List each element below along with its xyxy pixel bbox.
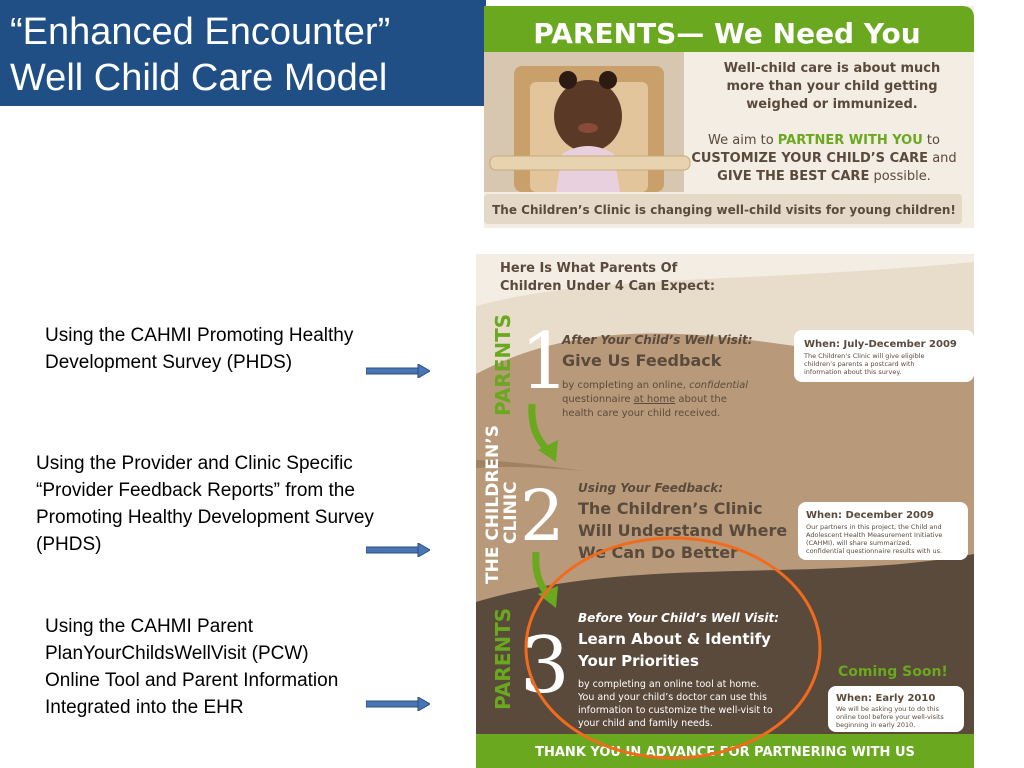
bullet-line: Using the Provider and Clinic Specific: [36, 453, 353, 474]
bullet-line: Using the CAHMI Promoting Healthy: [45, 325, 354, 346]
flyer-steps: [476, 254, 974, 768]
step2-when-line: (CAHMI), will share summarized,: [806, 539, 912, 547]
arrow-right-icon: [366, 364, 430, 378]
bullet-line: Using the CAHMI Parent: [45, 616, 254, 637]
slide-title-line-2: Well Child Care Model: [10, 57, 388, 99]
step1-title: Give Us Feedback: [562, 351, 722, 370]
step2-title-line: We Can Do Better: [578, 543, 738, 562]
step3-when-line: We will be asking you to do this: [836, 705, 939, 713]
bullet-provider-feedback: [36, 450, 374, 558]
step1-when-line: information about this survey.: [804, 368, 902, 376]
bullet-line: “Provider Feedback Reports” from the: [36, 480, 355, 501]
steps-intro-line: Here Is What Parents Of: [500, 261, 678, 276]
step2-when-line: confidential questionnaire results with us.: [806, 547, 943, 555]
step3-title-line: Your Priorities: [578, 652, 699, 670]
step1-subtitle: After Your Child’s Well Visit:: [562, 333, 753, 347]
step3-body-line: information to customize the well-visit to: [578, 705, 773, 716]
bullet-pcw: [45, 613, 338, 721]
slide-title-box: [0, 0, 486, 106]
bullet-line: Development Survey (PHDS): [45, 352, 293, 373]
bullet-phds: [45, 322, 353, 376]
flyer-top-footer: The Children’s Clinic is changing well-child visits for young children!: [492, 203, 956, 217]
bullet-line: Promoting Healthy Development Survey: [36, 507, 374, 528]
flyer-header: PARENTS— We Need You: [533, 17, 921, 50]
step3-number: 3: [520, 621, 570, 711]
step3-when: When: Early 2010: [836, 693, 936, 704]
step1-when-line: children’s parents a postcard with: [804, 360, 915, 368]
step3-body-line: your child and family needs.: [578, 718, 713, 729]
bullet-line: Integrated into the EHR: [45, 697, 244, 718]
step2-when-line: Adolescent Health Measurement Initiative: [806, 531, 943, 539]
flyer-para1-line: more than your child getting: [726, 79, 938, 94]
step3-when-line: beginning in early 2010.: [836, 721, 916, 729]
side-label-parents-2: PARENTS: [491, 607, 515, 710]
step3-body-line: by completing an online tool at home.: [578, 679, 760, 690]
step3-body-line: You and your child’s doctor can use this: [578, 692, 767, 703]
bullet-line: PlanYourChildsWellVisit (PCW): [45, 643, 309, 664]
flyer-para1-line: weighed or immunized.: [746, 97, 918, 112]
step1-body-line: health care your child received.: [562, 408, 721, 419]
side-label-clinic-line: THE CHILDREN’S: [483, 425, 503, 584]
step2-title-line: Will Understand Where: [578, 521, 788, 540]
coming-soon-label: Coming Soon!: [838, 664, 948, 680]
steps-intro-line: Children Under 4 Can Expect:: [500, 279, 716, 294]
flyer-para2-line: GIVE THE BEST CARE possible.: [717, 169, 931, 184]
side-label-clinic-line: CLINIC: [501, 481, 521, 544]
step2-subtitle: Using Your Feedback:: [578, 481, 724, 495]
side-label-parents-1: PARENTS: [491, 313, 515, 416]
bullet-line: (PHDS): [36, 534, 102, 555]
bottom-banner-text: THANK YOU IN ADVANCE FOR PARTNERING WITH US: [535, 745, 915, 760]
step1-number: 1: [520, 317, 570, 407]
flyer-top: [484, 6, 974, 228]
step2-title-line: The Children’s Clinic: [578, 499, 763, 518]
step3-when-line: online tool before your well-visits: [836, 713, 944, 721]
step2-number: 2: [520, 475, 565, 557]
arrow-right-icon: [366, 543, 430, 557]
step3-subtitle: Before Your Child’s Well Visit:: [578, 611, 780, 625]
step2-when: When: December 2009: [806, 510, 934, 521]
flyer-para2-line: We aim to PARTNER WITH YOU to: [708, 133, 940, 148]
bullet-line: Online Tool and Parent Information: [45, 670, 339, 691]
step3-title-line: Learn About & Identify: [578, 630, 771, 648]
flyer-para2-line: CUSTOMIZE YOUR CHILD’S CARE and: [691, 151, 957, 166]
step2-when-line: Our partners in this project, the Child and: [806, 523, 942, 531]
step1-body-line: by completing an online, confidential: [562, 380, 749, 391]
step1-when-line: The Children’s Clinic will give eligible: [804, 352, 925, 360]
step1-when: When: July-December 2009: [804, 339, 957, 350]
arrow-right-icon: [366, 697, 430, 711]
step1-body-line: questionnaire at home about the: [562, 394, 727, 405]
slide-title-line-1: “Enhanced Encounter”: [10, 11, 391, 53]
flyer-para1-line: Well-child care is about much: [723, 61, 941, 76]
baby-photo: [484, 52, 690, 192]
